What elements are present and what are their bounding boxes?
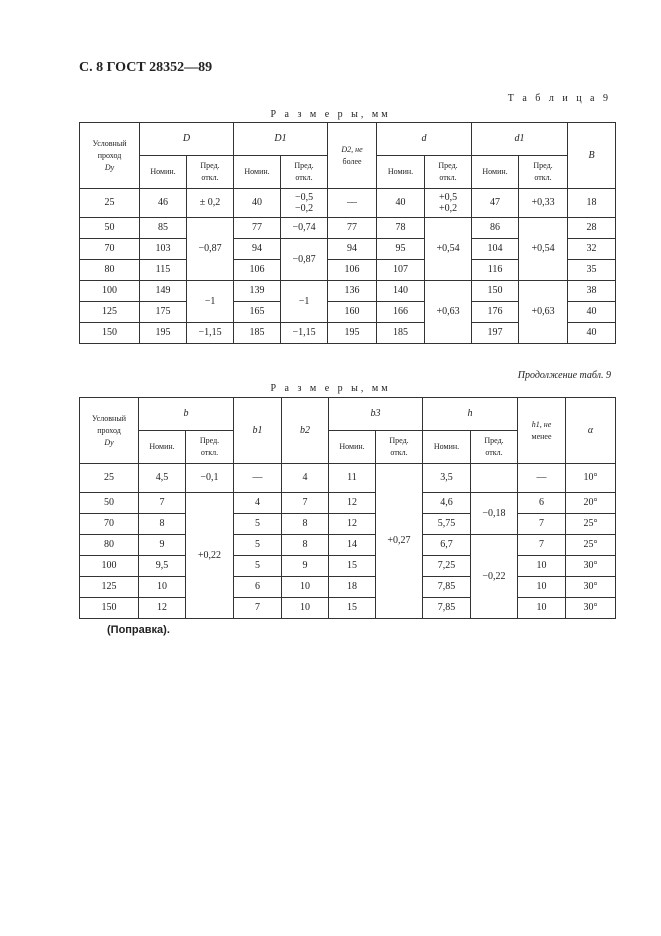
cell: 10 (139, 577, 186, 598)
cell: 6 (518, 493, 566, 514)
cell: +0,54 (519, 218, 568, 281)
header-nom: Номин. (329, 431, 376, 464)
header-dev: Пред. откл. (281, 156, 328, 189)
cell: 25 (80, 189, 140, 218)
sizes-label: Р а з м е р ы, мм (270, 109, 391, 120)
cell: 70 (80, 514, 139, 535)
cell: 12 (329, 514, 376, 535)
cell: 149 (140, 281, 187, 302)
header-D: D (140, 123, 234, 156)
header-nom: Номин. (377, 156, 425, 189)
header-dev: Пред. откл. (519, 156, 568, 189)
header-nom: Номин. (234, 156, 281, 189)
header-nom: Номин. (472, 156, 519, 189)
cell: 50 (80, 493, 139, 514)
cell: +0,27 (376, 464, 423, 619)
cell: 6,7 (423, 535, 471, 556)
cell: 85 (140, 218, 187, 239)
table-row (80, 535, 616, 556)
header-b3: b3 (329, 398, 423, 431)
cell: −0,22 (471, 535, 518, 619)
cell: 106 (234, 260, 281, 281)
table-row (80, 598, 616, 619)
cell: 7 (518, 535, 566, 556)
cell: 10 (282, 598, 329, 619)
cell: — (234, 464, 282, 493)
cell: −1,15 (281, 323, 328, 344)
cell: 9 (282, 556, 329, 577)
cell: 125 (80, 302, 140, 323)
cell: 4,6 (423, 493, 471, 514)
cell: 116 (472, 260, 519, 281)
cell: 20° (566, 493, 616, 514)
cell: 9 (139, 535, 186, 556)
cell: 166 (377, 302, 425, 323)
cell: +0,5 +0,2 (425, 189, 472, 218)
header-dev: Пред. откл. (187, 156, 234, 189)
header-B: B (568, 123, 616, 189)
cell: 115 (140, 260, 187, 281)
cell: 78 (377, 218, 425, 239)
cell: −0,1 (186, 464, 234, 493)
cell: +0,54 (425, 218, 472, 281)
cell: 40 (377, 189, 425, 218)
cell: 7 (139, 493, 186, 514)
cell: 15 (329, 556, 376, 577)
header-d1: d1 (472, 123, 568, 156)
cell: 12 (329, 493, 376, 514)
cell: 107 (377, 260, 425, 281)
page-title: С. 8 ГОСТ 28352—89 (79, 60, 213, 75)
cell: 50 (80, 218, 140, 239)
cell: 30° (566, 598, 616, 619)
cell: +0,22 (186, 493, 234, 619)
cell: 175 (140, 302, 187, 323)
dimensions-table-2 (79, 397, 616, 619)
amendment-note: (Поправка). (107, 624, 170, 636)
header-D2: D2, не более (328, 123, 377, 189)
cell: 40 (568, 302, 616, 323)
cell: 136 (328, 281, 377, 302)
cell: 11 (329, 464, 376, 493)
cell: 150 (80, 598, 139, 619)
cell: 80 (80, 260, 140, 281)
dimensions-table-1 (79, 122, 616, 344)
cell: 185 (234, 323, 281, 344)
cell: 150 (472, 281, 519, 302)
cell: 25° (566, 514, 616, 535)
continuation-label: Продолжение табл. 9 (517, 370, 611, 381)
cell: 195 (140, 323, 187, 344)
header-h: h (423, 398, 518, 431)
cell: 77 (328, 218, 377, 239)
header-dev: Пред. откл. (186, 431, 234, 464)
cell: 7 (234, 598, 282, 619)
header-dev: Пред. откл. (376, 431, 423, 464)
cell: 185 (377, 323, 425, 344)
cell: 7,85 (423, 598, 471, 619)
table-row (80, 281, 616, 302)
cell: 103 (140, 239, 187, 260)
header-nom: Номин. (423, 431, 471, 464)
cell: +0,63 (425, 281, 472, 344)
cell: 46 (140, 189, 187, 218)
cell: 165 (234, 302, 281, 323)
cell: 104 (472, 239, 519, 260)
cell: — (518, 464, 566, 493)
cell: 8 (282, 535, 329, 556)
cell: 140 (377, 281, 425, 302)
table-row (80, 218, 616, 239)
cell: 30° (566, 556, 616, 577)
cell: 12 (139, 598, 186, 619)
cell: 8 (282, 514, 329, 535)
sizes-label-2: Р а з м е р ы, мм (270, 383, 391, 394)
cell: ± 0,2 (187, 189, 234, 218)
cell: 80 (80, 535, 139, 556)
header-dev: Пред. откл. (471, 431, 518, 464)
cell: 40 (568, 323, 616, 344)
cell: 15 (329, 598, 376, 619)
header-D1: D1 (234, 123, 328, 156)
cell: 195 (328, 323, 377, 344)
cell: 10 (282, 577, 329, 598)
cell (471, 464, 518, 493)
header-alpha: α (566, 398, 616, 464)
cell: 5 (234, 514, 282, 535)
cell: 7,25 (423, 556, 471, 577)
cell: 40 (234, 189, 281, 218)
header-nom: Номин. (140, 156, 187, 189)
table-row (80, 556, 616, 577)
header-dy: Условный проход Dу (80, 398, 139, 464)
cell: +0,63 (519, 281, 568, 344)
cell: −0,87 (187, 218, 234, 281)
cell: −0,18 (471, 493, 518, 535)
cell: 10 (518, 598, 566, 619)
cell: 70 (80, 239, 140, 260)
cell: 197 (472, 323, 519, 344)
cell: 3,5 (423, 464, 471, 493)
cell: 25° (566, 535, 616, 556)
cell: 7 (518, 514, 566, 535)
header-b2: b2 (282, 398, 329, 464)
cell: 10 (518, 556, 566, 577)
table-row (80, 514, 616, 535)
header-dy: Условный проход Dу (80, 123, 140, 189)
header-d: d (377, 123, 472, 156)
header-h1: h1, не менее (518, 398, 566, 464)
cell: 176 (472, 302, 519, 323)
cell: 139 (234, 281, 281, 302)
cell: 25 (80, 464, 139, 493)
cell: 8 (139, 514, 186, 535)
cell: 95 (377, 239, 425, 260)
cell: 5,75 (423, 514, 471, 535)
cell: 10 (518, 577, 566, 598)
cell: 4 (282, 464, 329, 493)
cell: 106 (328, 260, 377, 281)
cell: 35 (568, 260, 616, 281)
cell: 18 (568, 189, 616, 218)
cell: 150 (80, 323, 140, 344)
cell: 160 (328, 302, 377, 323)
table-row (80, 189, 616, 218)
table-label: Т а б л и ц а 9 (507, 93, 611, 104)
cell: 125 (80, 577, 139, 598)
cell: 94 (234, 239, 281, 260)
cell: 4,5 (139, 464, 186, 493)
cell: — (328, 189, 377, 218)
header-b: b (139, 398, 234, 431)
cell: 47 (472, 189, 519, 218)
cell: 14 (329, 535, 376, 556)
cell: 4 (234, 493, 282, 514)
cell: 86 (472, 218, 519, 239)
cell: 5 (234, 556, 282, 577)
cell: −1 (281, 281, 328, 323)
table-row (80, 577, 616, 598)
cell: 100 (80, 281, 140, 302)
header-b1: b1 (234, 398, 282, 464)
cell: 32 (568, 239, 616, 260)
cell: 30° (566, 577, 616, 598)
cell: −0,87 (281, 239, 328, 281)
cell: −1,15 (187, 323, 234, 344)
cell: −0,5 −0,2 (281, 189, 328, 218)
header-nom: Номин. (139, 431, 186, 464)
cell: −1 (187, 281, 234, 323)
cell: 28 (568, 218, 616, 239)
cell: 5 (234, 535, 282, 556)
cell: 7 (282, 493, 329, 514)
cell: 100 (80, 556, 139, 577)
cell: 38 (568, 281, 616, 302)
cell: 6 (234, 577, 282, 598)
cell: +0,33 (519, 189, 568, 218)
cell: 77 (234, 218, 281, 239)
cell: −0,74 (281, 218, 328, 239)
cell: 7,85 (423, 577, 471, 598)
cell: 9,5 (139, 556, 186, 577)
cell: 18 (329, 577, 376, 598)
table-row (80, 464, 616, 493)
cell: 94 (328, 239, 377, 260)
table-row (80, 493, 616, 514)
header-dev: Пред. откл. (425, 156, 472, 189)
cell: 10° (566, 464, 616, 493)
